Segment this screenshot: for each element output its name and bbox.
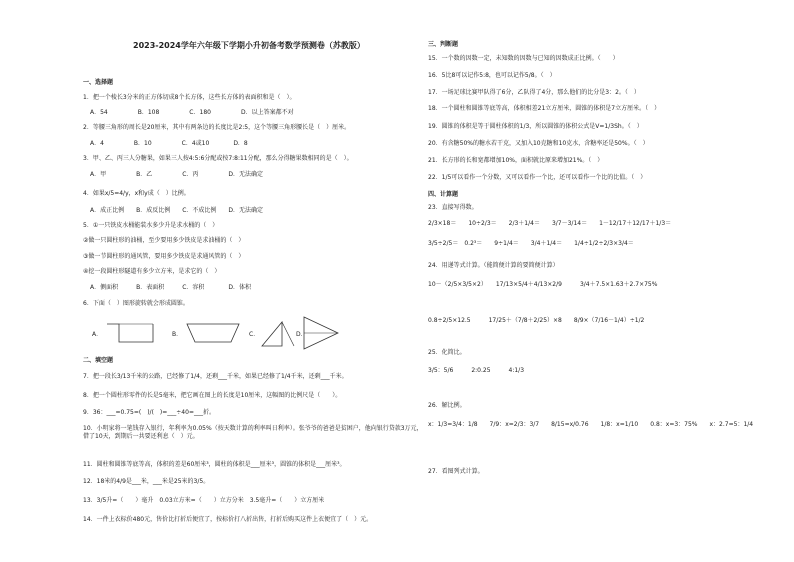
- question-5-part-4: ④挖一段圆柱形隧道有多少立方米，是求它的（ ）: [83, 268, 221, 275]
- question-1-options: A．54 B．108 C．180 D．以上答案都不对: [90, 109, 294, 116]
- section-fill-heading: 二、填空题: [83, 357, 114, 364]
- figure-option-a-shape: [105, 320, 155, 346]
- question-5-part-2: ②做一只圆柱形的油桶，至少要用多少铁皮是求油桶的（ ）: [83, 237, 245, 244]
- question-16: 16．5比8可以记作5:8，也可以记作5/8。（ ）: [428, 72, 556, 79]
- figure-option-b-label: B．: [172, 331, 183, 338]
- question-6: 6．下面（ ）图形旋转就会形成圆锥。: [83, 300, 189, 307]
- figure-option-b-shape: [183, 320, 243, 346]
- section-calc-heading: 四、计算题: [428, 191, 459, 198]
- question-9: 9．36：___=0.75=( )/( )=___÷40=___折。: [83, 409, 215, 416]
- figure-option-d-label: D．: [296, 331, 307, 338]
- question-21: 21．长方形的长和宽都增加10%，面积就比原来增加21%。（ ）: [428, 157, 604, 164]
- question-3: 3．甲、乙、丙三人分糖果，如果三人按4:5:6分配或按7:8:11分配，那么分得糖果数相同的是（ ）。: [83, 155, 353, 162]
- question-4: 4．如果x/5=4/y，x和y成（ ）比例。: [83, 190, 190, 197]
- question-4-options: A．成正比例 B．成反比例 C．不成比例 D．无法确定: [90, 207, 264, 214]
- figure-option-d-shape: [302, 315, 342, 353]
- question-17: 17．一场足球比赛甲队得了6分，乙队得了4分，那么他们的比分是3：2。（ ）: [428, 89, 640, 96]
- question-19: 19．圆锥的体积是等于圆柱体积的1/3，所以圆锥的体积公式是V=1/3Sh。（ ）: [428, 123, 643, 130]
- question-5-options: A．侧面积 B．表面积 C．容积 D．体积: [90, 284, 252, 291]
- question-13: 13．3/5升=（ ）毫升 0.03立方米=（ ）立方分米 3.5毫升=（ ）立方厘米: [83, 497, 325, 504]
- figure-option-a-label: A．: [92, 331, 103, 338]
- question-24: 24．用递等式计算。（能简便计算的要简便计算）: [428, 262, 559, 269]
- question-18: 18．一个圆柱和圆锥等底等高，体积相差21立方厘米，圆锥的体积是7立方厘米。（ ）: [428, 105, 661, 112]
- question-1: 1．把一个棱长3分米的正方体切成8个长方体，这些长方体的表面积和是（ ）。: [83, 94, 296, 101]
- question-20: 20．有含糖50%的糖水若干克，又加入10克糖和10克水，含糖率还是50%。（ ）: [428, 140, 649, 147]
- question-2: 2．等腰三角形的周长是20厘米，其中有两条边的长度比是2:5，这个等腰三角形腰长是（ ）厘米。: [83, 124, 351, 131]
- question-7: 7．把一段长3/13千米的公路，已经修了1/4，还剩___千米，如果已经修了1/4千米，还剩___千米。: [83, 373, 348, 380]
- section-choice-heading: 一、选择题: [83, 79, 114, 86]
- question-5-part-1: 5．①一只铁皮水桶能装水多少升是求水桶的（ ）: [83, 222, 219, 229]
- question-3-options: A．甲 B．乙 C．丙 D．无法确定: [90, 171, 264, 178]
- figure-option-c-shape: [258, 318, 298, 350]
- question-26: 26．解比例。: [428, 402, 466, 409]
- question-24-row-1: 10－（2/5×3/5×2） 17/13×5/4＋4/13×2/9 3/4＋7.5×1.63＋2.7×75%: [428, 281, 658, 288]
- question-23-row-1: 2/3×18＝ 10÷2/3＝ 2/3＋1/4＝ 3/7－3/14＝ 1－12/17＋12/17＋1/3＝: [428, 220, 672, 227]
- exam-title: 2023-2024学年六年级下学期小升初备考数学预测卷（苏教版）: [133, 41, 365, 50]
- question-23-row-2: 3/5÷2/5＝ 0.2³＝ 9÷1/4＝ 3/4＋1/4＝ 1/4÷1/2÷2/3×3/4＝: [428, 240, 634, 247]
- question-5-part-3: ③做一节圆柱形的通风管，要用多少铁皮是求通风管的（ ）: [83, 253, 245, 260]
- question-14: 14．一件上衣标价480元，售价比打折后便宜了，按标价打八折出售，打折后购买这件上衣便宜了（ ）元。: [83, 516, 373, 523]
- question-22: 22．1/5可以看作一个分数，又可以看作一个比，还可以看作一个比的比值。（ ）: [428, 174, 647, 181]
- question-8: 8．把一个圆柱形零件的长是5毫米，把它画在图上的长度是10厘米，这幅图的比例尺是（ ）。: [83, 392, 342, 399]
- section-judge-heading: 三、判断题: [428, 41, 459, 48]
- question-23: 23．直接写得数。: [428, 204, 478, 211]
- question-25-row: 3/5：5/6 2:0.25 4:1/3: [428, 367, 525, 374]
- figure-option-c-label: C．: [249, 331, 260, 338]
- question-27: 27．看图列式计算。: [428, 468, 484, 475]
- question-24-row-2: 0.8÷2/5×12.5 17/25＋（7/8＋2/25）×8 8/9×（7/16－1/4）÷1/2: [428, 317, 645, 324]
- question-12: 12．18米的4/9是___米，___米是25米的3/5。: [83, 478, 210, 485]
- question-10: 10．小明家将一笔钱存入银行，年利率为0.05%（按天数计算的利率叫日利率）。张爷爷的爸爸是贫困户，他向银行贷款3万元，借了10天，到期后一共要还利息（ ）元。: [83, 425, 423, 440]
- question-11: 11．圆柱和圆锥等底等高，体积的差是60厘米³，圆柱的体积是___厘米³，圆锥的体积是___厘米³。: [83, 461, 346, 468]
- question-25: 25．化简比。: [428, 349, 466, 356]
- question-2-options: A．4 B．10 C．4或10 D．8: [90, 140, 248, 147]
- question-15: 15．一个数的因数一定，未知数的因数与已知的因数成正比例。（ ）: [428, 55, 619, 62]
- question-26-row: x：1/3=3/4：1/8 7/9：x=2/3：3/7 8/15=x/0.76 1/8：x=1/10 0.8：x=3：75% x：2.7=5：1/4: [428, 421, 754, 428]
